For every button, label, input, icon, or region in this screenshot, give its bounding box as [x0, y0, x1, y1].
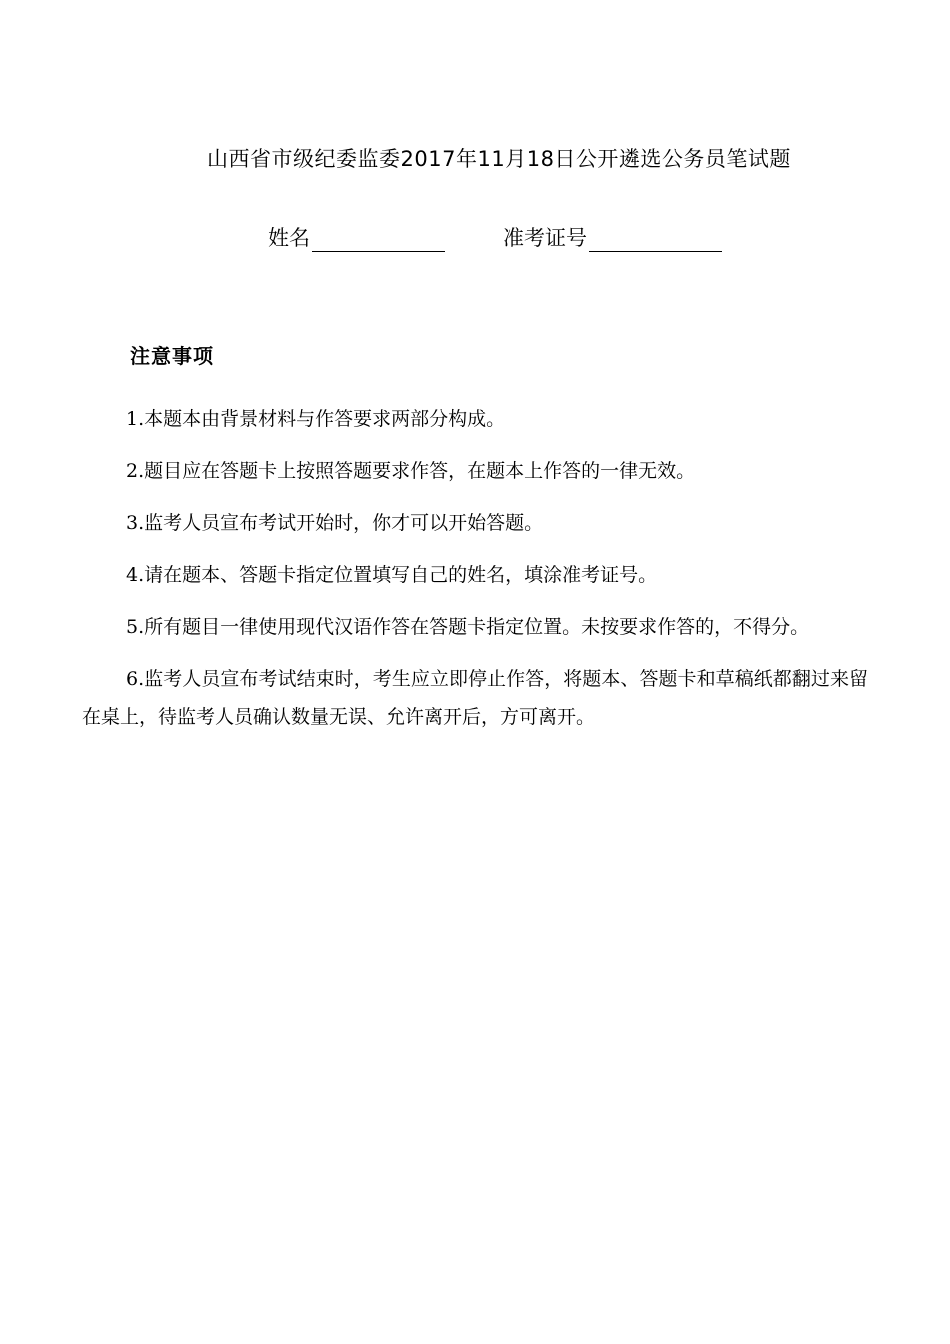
candidate-info-fields	[268, 222, 722, 252]
name-blank-line[interactable]	[312, 227, 445, 252]
notice-item: 3.监考人员宣布考试开始时，你才可以开始答题。	[126, 512, 544, 534]
document-title: 山西省市级纪委监委2017年11月18日公开遴选公务员笔试题	[207, 147, 791, 171]
notice-item: 4.请在题本、答题卡指定位置填写自己的姓名，填涂准考证号。	[126, 564, 658, 586]
notice-item: 6.监考人员宣布考试结束时，考生应立即停止作答，将题本、答题卡和草稿纸都翻过来留在桌上，待监考人员确认数量无误、允许离开后，方可离开。	[82, 668, 868, 728]
notice-list	[82, 400, 868, 750]
notice-item: 1.本题本由背景材料与作答要求两部分构成。	[126, 408, 506, 430]
name-label: 姓名	[268, 226, 310, 250]
name-field	[268, 222, 445, 252]
notice-item: 2.题目应在答题卡上按照答题要求作答，在题本上作答的一律无效。	[126, 460, 696, 482]
exam-id-blank-line[interactable]	[589, 227, 722, 252]
exam-id-label: 准考证号	[503, 226, 587, 250]
exam-id-field	[503, 222, 722, 252]
notice-heading: 注意事项	[130, 344, 214, 368]
notice-item: 5.所有题目一律使用现代汉语作答在答题卡指定位置。未按要求作答的，不得分。	[126, 616, 810, 638]
